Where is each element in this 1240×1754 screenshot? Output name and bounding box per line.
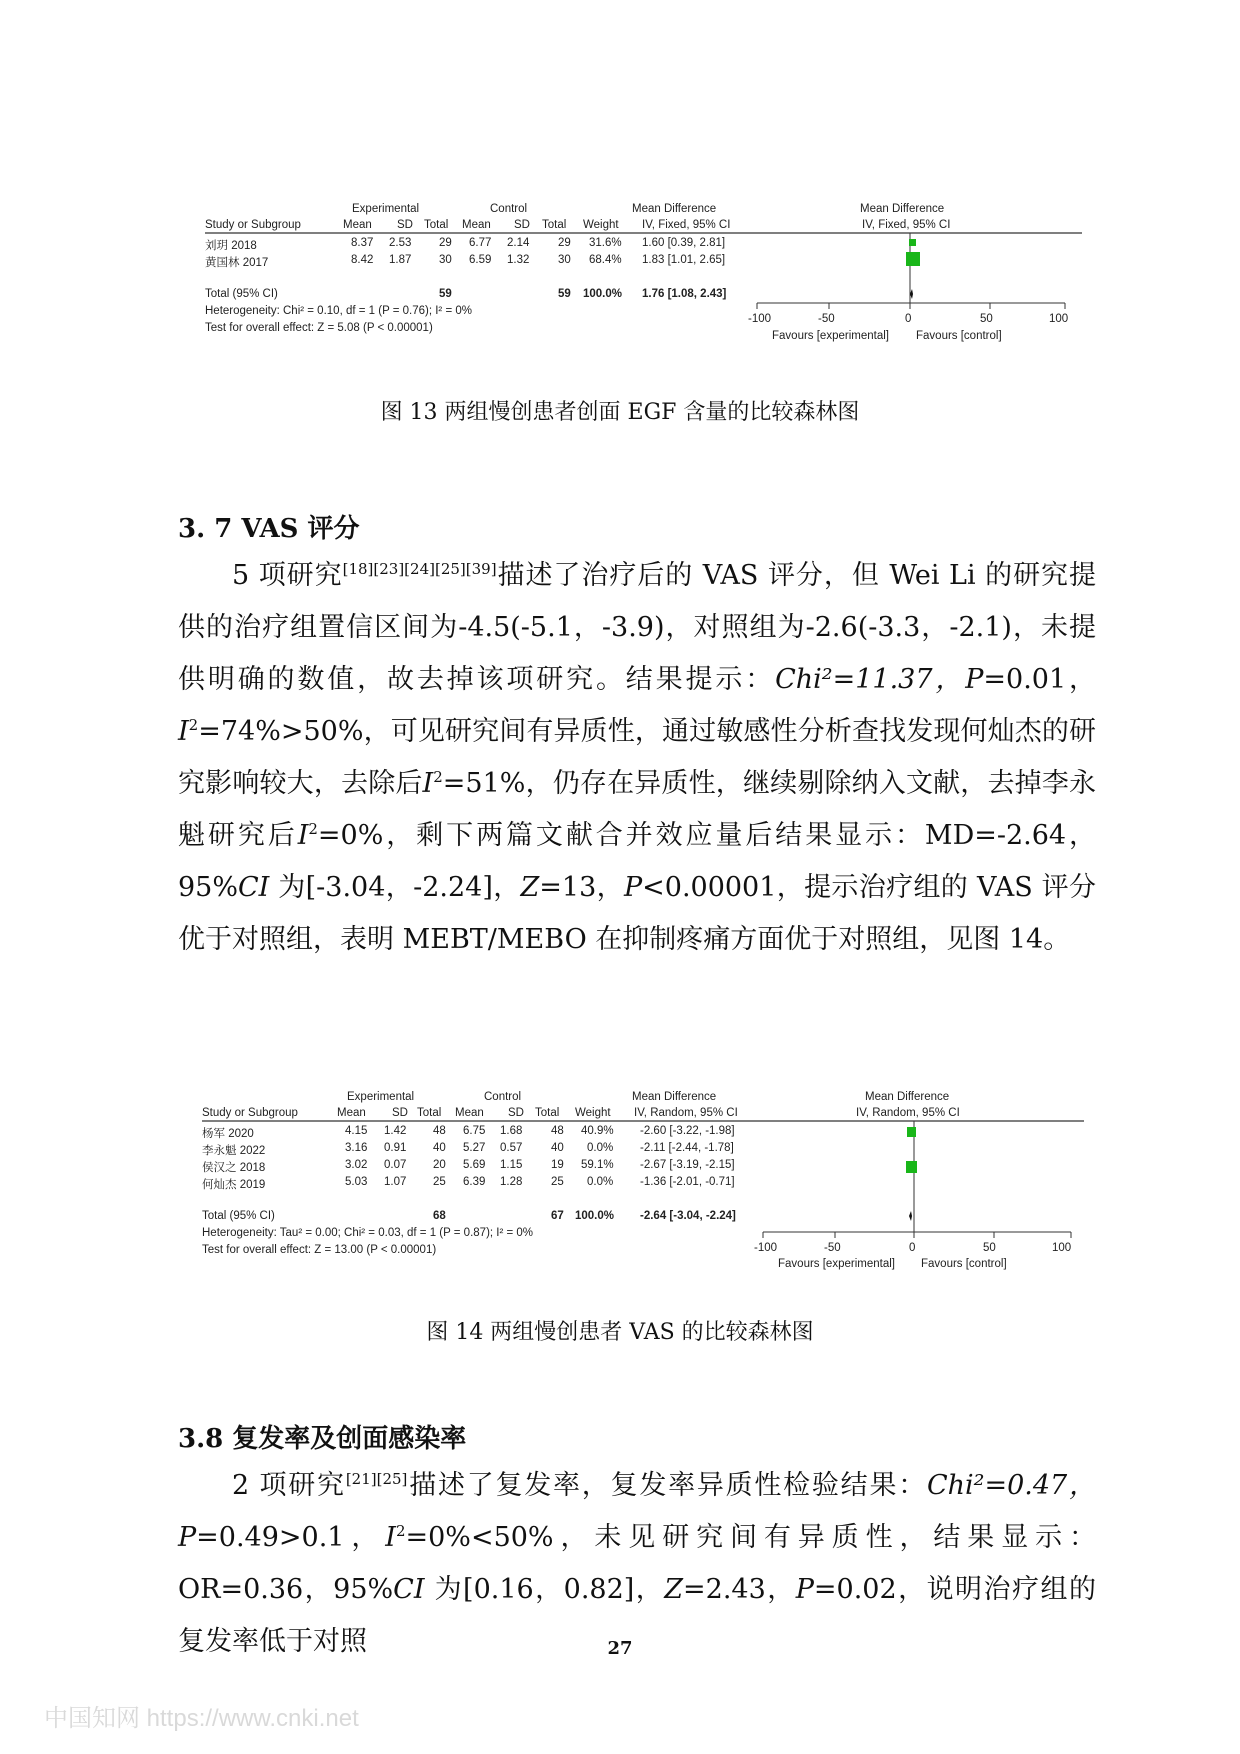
heterogeneity: Heterogeneity: Tau² = 0.00; Chi² = 0.03, df = 1 (P = 0.87); I² = 0% [202, 1227, 534, 1239]
row-ci: 1.83 [1.01, 2.65] [642, 254, 726, 266]
row-value: 1.32 [507, 254, 530, 266]
row-ci: -2.11 [-2.44, -1.78] [640, 1142, 734, 1154]
header-total: Total [417, 1107, 442, 1119]
row-study: 何灿杰 2019 [202, 1179, 266, 1191]
forest-plot-graphics [0, 0, 1240, 350]
row-value: 2.53 [389, 237, 412, 249]
header-total: Total [542, 219, 567, 231]
forest-plot-fig13 [0, 0, 1240, 350]
reference-marks: [18][23][24][25][39] [342, 560, 497, 578]
pooled-diamond [909, 1211, 912, 1221]
row-value: 3.02 [345, 1159, 368, 1171]
total-value: 59 [439, 288, 452, 300]
page-number: 27 [607, 1638, 633, 1659]
row-value: 48 [551, 1125, 564, 1137]
row-value: 6.75 [463, 1125, 486, 1137]
overall-effect: Test for overall effect: Z = 13.00 (P < 0.00001) [202, 1244, 437, 1256]
row-ci: -1.36 [-2.01, -0.71] [640, 1176, 735, 1188]
study-marker [906, 252, 920, 266]
study-marker [906, 1161, 917, 1173]
row-study: 侯汉之 2018 [202, 1162, 266, 1174]
row-value: 2.14 [507, 237, 530, 249]
row-ci: -2.67 [-3.19, -2.15] [640, 1159, 735, 1171]
tick-label: 0 [905, 313, 912, 325]
header-mean-difference-plot: Mean Difference [860, 203, 945, 215]
row-value: 1.87 [389, 254, 412, 266]
row-value: 20 [433, 1159, 446, 1171]
row-value: 30 [558, 254, 571, 266]
tick-label: -100 [748, 313, 772, 325]
row-value: 1.15 [500, 1159, 523, 1171]
tick-label: -50 [818, 313, 835, 325]
total-value: 100.0% [583, 288, 623, 300]
row-value: 5.69 [463, 1159, 486, 1171]
header-ci-plot: IV, Fixed, 95% CI [862, 219, 951, 231]
row-value: 4.15 [345, 1125, 368, 1137]
overall-effect: Test for overall effect: Z = 5.08 (P < 0.00001) [205, 322, 433, 334]
study-marker [907, 1127, 916, 1137]
row-study: 黄国林 2017 [205, 257, 269, 269]
row-value: 25 [433, 1176, 446, 1188]
row-value: 0.91 [384, 1142, 407, 1154]
row-value: 6.59 [469, 254, 492, 266]
row-value: 0.57 [500, 1142, 523, 1154]
row-value: 31.6% [589, 237, 622, 249]
forest-plot-fig14 [0, 1080, 1240, 1290]
section-heading: 3. 7 VAS 评分 [178, 514, 360, 544]
row-value: 40.9% [581, 1125, 614, 1137]
row-value: 40 [551, 1142, 564, 1154]
row-value: 59.1% [581, 1159, 614, 1171]
header-study: Study or Subgroup [202, 1107, 298, 1119]
paragraph: 5 项研究[18][23][24][25][39]描述了治疗后的 VAS 评分，但 Wei Li 的研究提供的治疗组置信区间为-4.5(-5.1，-3.9)，对照组为-2.6(-3.3，-2.1)，未提供明确的数值，故去掉该项研究。结果提示：Chi²=11.37，P=0.01，$I^2=74\%>50\%$，可见研究间有异质性，通过敏感性分析查找发现何灿杰的研究影响较大，去除后$I^2=51\%$，仍存在异质性，继续剔除纳入文献，去掉李永魁研究后$I^2=0\%$，剩下两篇文献合并效应量后结果显示：MD=-2.64，95%CI 为[-3.04，-2.24]，Z=13，P<0.00001，提示治疗组的 VAS 评分优于对照组，表明 MEBT/MEBO 在抑制疼痛方面优于对照组，见图 14。 [178, 560, 1096, 955]
figure-caption: 图 14 两组慢创患者 VAS 的比较森林图 [426, 1320, 814, 1345]
favours-left: Favours [experimental] [772, 330, 889, 342]
header-sd: SD [397, 219, 413, 231]
row-value: 1.68 [500, 1125, 523, 1137]
header-sd: SD [514, 219, 530, 231]
watermark: 中国知网 https://www.cnki.net [44, 1705, 359, 1732]
header-sd: SD [392, 1107, 408, 1119]
header-ci-plot: IV, Random, 95% CI [856, 1107, 960, 1119]
total-label: Total (95% CI) [205, 288, 278, 300]
row-value: 0.0% [587, 1176, 614, 1188]
row-value: 0.0% [587, 1142, 614, 1154]
header-sd: SD [508, 1107, 524, 1119]
row-value: 1.28 [500, 1176, 523, 1188]
row-value: 25 [551, 1176, 564, 1188]
header-ci: IV, Fixed, 95% CI [642, 219, 731, 231]
row-value: 5.03 [345, 1176, 368, 1188]
row-value: 8.37 [351, 237, 374, 249]
header-weight: Weight [575, 1107, 611, 1119]
header-control: Control [484, 1091, 522, 1103]
forest-plot-graphics [0, 1080, 1240, 1290]
header-mean: Mean [343, 219, 372, 231]
header-experimental: Experimental [352, 203, 420, 215]
row-study: 刘玥 2018 [205, 240, 257, 252]
row-value: 29 [558, 237, 571, 249]
row-ci: -2.60 [-3.22, -1.98] [640, 1125, 735, 1137]
row-value: 48 [433, 1125, 446, 1137]
tick-label: 100 [1049, 313, 1069, 325]
total-label: Total (95% CI) [202, 1210, 275, 1222]
header-ci: IV, Random, 95% CI [634, 1107, 738, 1119]
row-value: 3.16 [345, 1142, 368, 1154]
section-heading: 3.8 复发率及创面感染率 [178, 1424, 467, 1454]
tick-label: -100 [754, 1242, 778, 1254]
row-study: 杨军 2020 [202, 1128, 254, 1140]
tick-label: -50 [824, 1242, 841, 1254]
header-mean: Mean [462, 219, 491, 231]
heterogeneity: Heterogeneity: Chi² = 0.10, df = 1 (P = 0.76); I² = 0% [205, 305, 472, 317]
row-ci: 1.60 [0.39, 2.81] [642, 237, 726, 249]
tick-label: 50 [983, 1242, 996, 1254]
header-mean: Mean [455, 1107, 484, 1119]
row-value: 0.07 [384, 1159, 407, 1171]
total-ci: -2.64 [-3.04, -2.24] [640, 1210, 736, 1222]
header-experimental: Experimental [347, 1091, 415, 1103]
row-value: 6.77 [469, 237, 492, 249]
header-mean-difference: Mean Difference [632, 203, 717, 215]
row-value: 29 [439, 237, 452, 249]
header-total: Total [424, 219, 449, 231]
figure-caption: 图 13 两组慢创患者创面 EGF 含量的比较森林图 [380, 400, 860, 425]
row-study: 李永魁 2022 [202, 1145, 266, 1157]
header-weight: Weight [583, 219, 619, 231]
favours-right: Favours [control] [921, 1258, 1007, 1270]
row-value: 1.07 [384, 1176, 407, 1188]
row-value: 30 [439, 254, 452, 266]
row-value: 19 [551, 1159, 564, 1171]
tick-label: 50 [980, 313, 993, 325]
row-value: 40 [433, 1142, 446, 1154]
header-mean: Mean [337, 1107, 366, 1119]
tick-label: 100 [1052, 1242, 1072, 1254]
header-study: Study or Subgroup [205, 219, 301, 231]
row-value: 6.39 [463, 1176, 486, 1188]
row-value: 8.42 [351, 254, 374, 266]
header-control: Control [490, 203, 528, 215]
row-value: 68.4% [589, 254, 622, 266]
total-value: 59 [558, 288, 571, 300]
row-value: 1.42 [384, 1125, 407, 1137]
study-marker [909, 239, 916, 246]
favours-left: Favours [experimental] [778, 1258, 895, 1270]
total-value: 67 [551, 1210, 564, 1222]
reference-marks: [21][25] [345, 1470, 408, 1488]
tick-label: 0 [909, 1242, 916, 1254]
total-value: 100.0% [575, 1210, 615, 1222]
header-mean-difference-plot: Mean Difference [865, 1091, 950, 1103]
favours-right: Favours [control] [916, 330, 1002, 342]
paragraph: 2 项研究[21][25]描述了复发率，复发率异质性检验结果：Chi²=0.47，P=0.49>0.1，$I^2=0\%<50\%$，未见研究间有异质性，结果显示：OR=0.36，95%CI 为[0.16，0.82]，Z=2.43，P=0.02，说明治疗组的复发率低于对照 [178, 1470, 1096, 1657]
header-total: Total [535, 1107, 560, 1119]
header-mean-difference: Mean Difference [632, 1091, 717, 1103]
total-ci: 1.76 [1.08, 2.43] [642, 288, 727, 300]
row-value: 5.27 [463, 1142, 486, 1154]
total-value: 68 [433, 1210, 446, 1222]
